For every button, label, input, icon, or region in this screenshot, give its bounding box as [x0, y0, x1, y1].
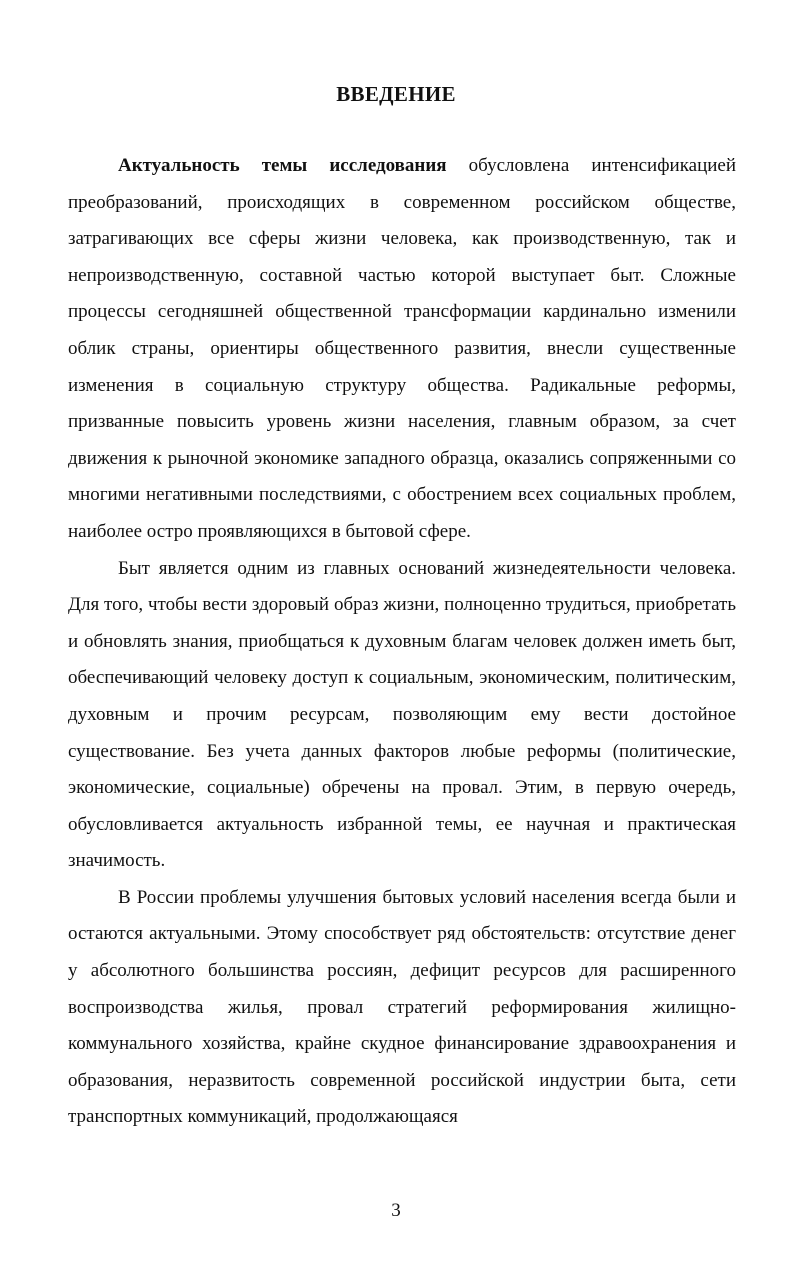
page-number: 3 — [391, 1200, 401, 1221]
section-heading: ВВЕДЕНИЕ — [336, 82, 456, 106]
paragraph-text: Быт является одним из главных оснований жизнедеятельности человека. Для того, чтобы вести здоровый образ жизни, полноценно трудиться, приобретать и обновлять знания, приобщаться к духовным благам человек должен иметь быт, обеспечивающий человеку доступ к социальным, экономическим, политическим, духовным и прочим ресурсам, позволяющим ему вести достойное существование. Без учета данных факторов любые реформы (политические, экономические, социальные) обречены на провал. Этим, в первую очередь, обусловливается актуальность избранной темы, ее научная и практическая значимость. — [68, 557, 736, 872]
paragraph-russia-problems — [68, 880, 736, 1136]
paragraph-daily-life — [68, 551, 736, 880]
paragraph-lead: Актуальность темы исследования — [118, 155, 447, 176]
body-text — [68, 148, 736, 1136]
paragraph-text: В России проблемы улучшения бытовых условий населения всегда были и остаются актуальными. Этому способствует ряд обстоятельств: отсутствие денег у абсолютного большинства россиян, дефицит ресурсов для расширенного воспроизводства жилья, провал стратегий реформирования жилищно-коммунального хозяйства, крайне скудное финансирование здравоохранения и образования, неразвитость современной российской индустрии быта, сети транспортных коммуникаций, продолжающаяся — [68, 886, 736, 1128]
paragraph-text: обусловлена интенсификацией преобразований, происходящих в современном российском обществе, затрагивающих все сферы жизни человека, как производственную, так и непроизводственную, составной частью которой выступает быт. Сложные процессы сегодняшней общественной трансформации кардинально изменили облик страны, ориентиры общественного развития, внесли существенные изменения в социальную структуру общества. Радикальные реформы, призванные повысить уровень жизни населения, главным образом, за счет движения к рыночной экономике западного образца, оказались сопряженными со многими негативными последствиями, с обострением всех социальных проблем, наиболее остро проявляющихся в бытовой сфере. — [68, 155, 737, 542]
paragraph-relevance — [68, 148, 736, 551]
